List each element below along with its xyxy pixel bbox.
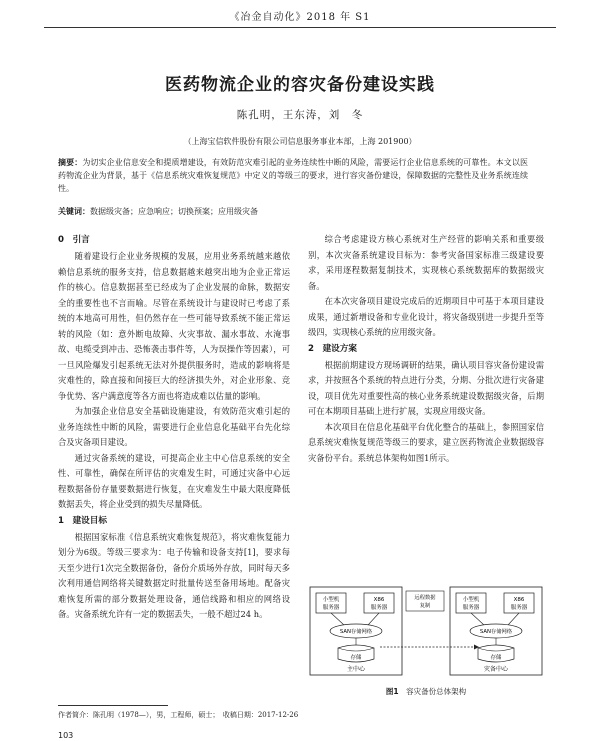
keywords (58, 206, 528, 218)
abstract-text: 为切实企业信息安全和提质增建设，有效防范灾难引起的业务连续性中断的风险，需要运行企业信息系统的可靠性。本文以医药物流企业为背景，基于《信息系统灾难恢复规范》中定义的等级三的要求，进行容灾备份建设，保障数据的完整性及业务系统连续性。 (58, 158, 529, 194)
replication-label-2: 复制 (419, 603, 431, 609)
right-column (308, 232, 544, 466)
main-x86-label-2: 服务器 (370, 605, 388, 611)
keywords-text: 数据级灾备；应急响应；切换预案；应用级灾备 (90, 207, 258, 216)
authors: 陈孔明，王东涛，刘 冬 (236, 109, 364, 121)
left-column (58, 232, 290, 623)
paragraph-plan-2: 本次项目在信息化基础平台优化整合的基础上，参照国家信息系统灾难恢复规范等级三的要求，建立医药物流企业数据级容灾备份平台。系统总体架构如图1所示。 (308, 421, 544, 463)
section-heading-goals: 1 建设目标 (58, 515, 107, 526)
architecture-diagram (308, 585, 544, 685)
paragraph-goals-1: 根据国家标准《信息系统灾难恢复规范》，将灾难恢复能力划分为6级。等级三要求为：电子传输和设备支持[1]，要求每天至少进行1次完全数据备份，备份介质场外存放，同时每天多次利用通信网络将关键数据定时批量传送至备用场地。配备灾难恢复所需的部分数据处理设备，通信线路和相应的网络设备。灾备系统允许有一定的数据丢失，一般不超过24 h。 (58, 531, 290, 619)
backup-san-label: SAN存储网络 (479, 629, 513, 635)
abstract-label: 摘要： (58, 158, 83, 167)
header-rule (44, 27, 556, 28)
figure-caption-text: 容灾备份总体架构 (406, 687, 467, 696)
section-heading-plan: 2 建设方案 (308, 343, 357, 354)
main-storage-label: 存储 (350, 655, 362, 661)
paragraph-intro-3: 通过灾备系统的建设，可提高企业主中心信息系统的安全性、可靠性，确保在所评估的灾难发生时，可通过灾备中心远程数据备份存量要数据进行恢复，在灾难发生中最大限度降低数据丢失，将企业受到的损失尽量降低。 (58, 452, 290, 509)
backup-small-server-label-1: 小型机 (462, 597, 480, 603)
section-heading-intro: 0 引言 (58, 235, 90, 245)
keywords-label: 关键词： (58, 207, 90, 216)
paragraph-intro-2: 为加强企业信息安全基础设施建设，有效防范灾难引起的业务连续性中断的风险，需要进行企业信息化基础平台先化综合及灾备项目建设。 (58, 406, 290, 447)
author-footnote: 作者简介：陈孔明（1978—），男，工程师，硕士； 收稿日期：2017-12-26 (58, 711, 299, 719)
backup-x86-label-2: 服务器 (510, 605, 528, 611)
page-number: 103 (58, 731, 74, 740)
affiliation: （上海宝信软件股份有限公司信息服务事业本部，上海 201900） (183, 137, 417, 146)
running-head: 《冶金自动化》2018 年 S1 (229, 12, 371, 23)
paragraph-plan-1: 根据前期建设方现场调研的结果，确认项目容灾备份建设需求，并按照各个系统的特点进行分类，分期、分批次进行灾备建设，项目优先对重要性高的核心业务系统建设数据级灾备，后期可在本期项目基础上进行扩展，实现应用级灾备。 (308, 359, 544, 416)
paragraph-goals-2: 综合考虑建设方核心系统对生产经营的影响关系和重要级别，本次灾备系统建设目标为：参考灾备国家标准三级建设要求，采用逐程数据复制技术，实现核心系统数据库的数据级灾备。 (308, 234, 544, 291)
main-small-server-label-2: 服务器 (322, 605, 340, 611)
backup-center-label: 灾备中心 (483, 666, 509, 673)
main-center-label: 主中心 (346, 666, 366, 673)
main-small-server-label-1: 小型机 (322, 597, 340, 603)
paragraph-intro-1: 随着建设行企业业务规模的发展，应用业务系统越来越依赖信息系统的服务支持，信息数据越来越突出地为企业正常运作的核心。信息数据甚至已经成为了企业发展的命脉，数据安全的重要性也不言而喻。尽管在系统设计与建设时已考虑了系统的本地高可用性，但仍然存在一些可能导致系统不能正常运转的风险（如：意外断电故障、火灾事故、漏水事故、水淹事故、电缆受到冲击、恐怖袭击事件等，人为误操作等因素），可一旦风险爆发引起系统无法对外提供服务时，造成的影响将是灾难性的，除直接和间接巨大的经济损失外，对企业形象、竞争优势、客户满意度等各方面也将造成难以估量的影响。 (58, 251, 290, 401)
main-x86-label-1: X86 (373, 597, 385, 603)
backup-x86-label-1: X86 (513, 597, 525, 603)
abstract (58, 156, 528, 196)
figure-caption (308, 686, 544, 697)
backup-storage-label: 存储 (490, 655, 502, 661)
figure-caption-number: 图1 (385, 687, 399, 696)
backup-small-server-label-2: 服务器 (462, 605, 480, 611)
main-san-label: SAN存储网络 (339, 629, 373, 635)
paragraph-goals-3: 在本次灾备项目建设完成后的近期项目中可基于本项目建设成果，通过新增设备和专业化设计，将灾备级别进一步提升至等级四，实现核心系统的应用级灾备。 (308, 296, 544, 337)
paper-title: 医药物流企业的容灾备份建设实践 (165, 75, 435, 95)
footnote-rule (58, 705, 168, 706)
replication-label-1: 远程数据 (414, 595, 436, 601)
